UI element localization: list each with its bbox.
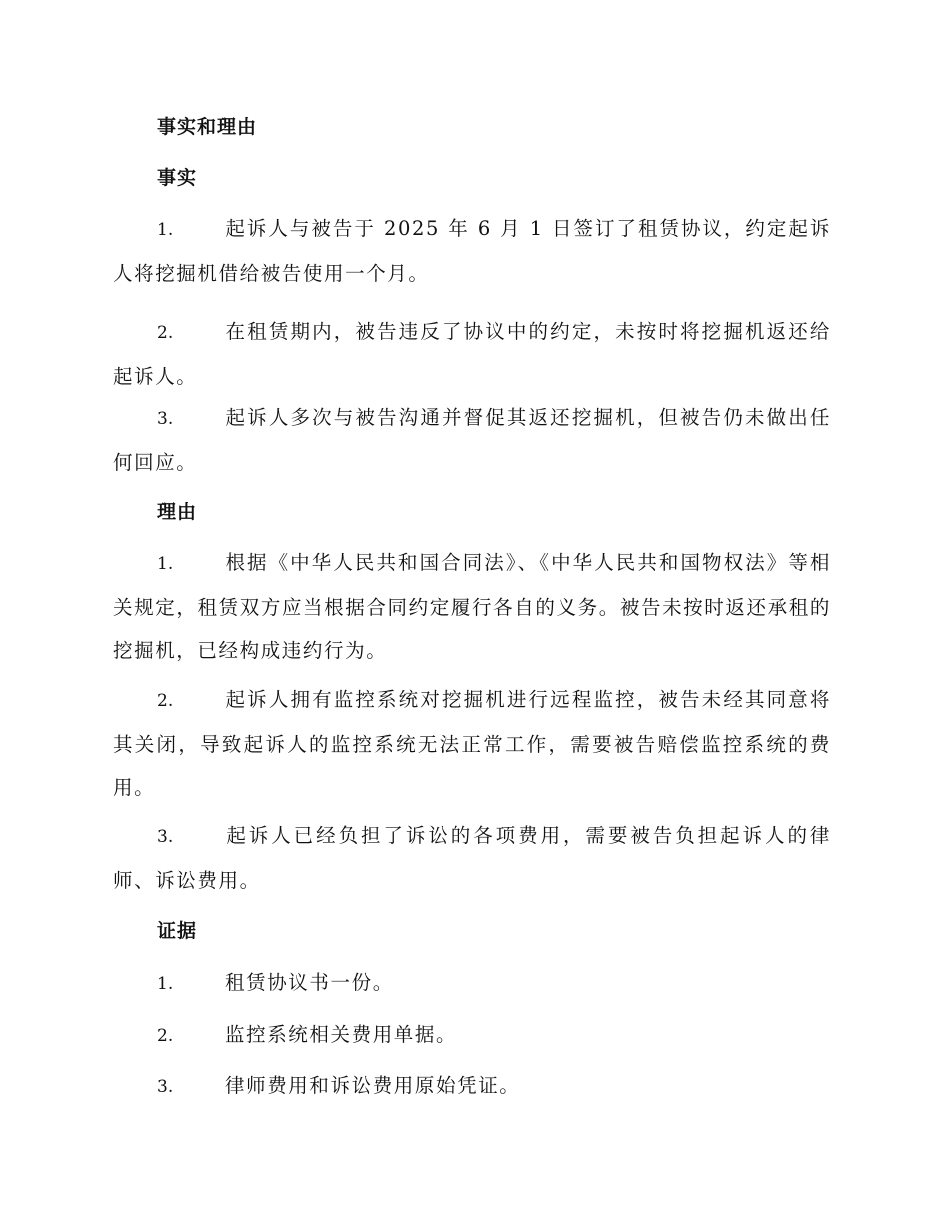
facts-item-1 bbox=[113, 207, 831, 295]
item-text: 起诉人已经负担了诉讼的各项费用，需要被告负担起诉人的律师、诉讼费用。 bbox=[113, 824, 831, 892]
facts-item-2 bbox=[113, 310, 831, 398]
item-text: 在租赁期内，被告违反了协议中的约定，未按时将挖掘机返还给起诉人。 bbox=[113, 320, 831, 388]
evidence-item-2 bbox=[157, 1025, 457, 1045]
evidence-heading: 证据 bbox=[157, 920, 198, 942]
item-number: 1. bbox=[157, 220, 174, 240]
reasons-item-1 bbox=[113, 541, 831, 672]
evidence-item-1 bbox=[157, 973, 394, 993]
facts-item-3 bbox=[113, 396, 831, 484]
reasons-item-3 bbox=[113, 814, 831, 902]
item-text: 律师费用和诉讼费用原始凭证。 bbox=[225, 1074, 521, 1097]
item-text: 监控系统相关费用单据。 bbox=[225, 1023, 458, 1046]
section-title: 事实和理由 bbox=[157, 116, 258, 138]
item-number: 2. bbox=[157, 323, 174, 343]
item-number: 1. bbox=[157, 554, 174, 574]
item-text: 租赁协议书一份。 bbox=[225, 971, 394, 994]
item-number: 2. bbox=[157, 1026, 174, 1046]
item-text: 起诉人多次与被告沟通并督促其返还挖掘机，但被告仍未做出任何回应。 bbox=[113, 406, 831, 474]
facts-heading: 事实 bbox=[157, 167, 198, 189]
item-text: 根据《中华人民共和国合同法》、《中华人民共和国物权法》等相关规定，租赁双方应当根据合同约定履行各自的义务。被告未按时返还承租的挖掘机，已经构成违约行为。 bbox=[113, 551, 831, 662]
item-number: 1. bbox=[157, 974, 174, 994]
item-text: 起诉人拥有监控系统对挖掘机进行远程监控，被告未经其同意将其关闭，导致起诉人的监控系统无法正常工作，需要被告赔偿监控系统的费用。 bbox=[113, 688, 831, 799]
item-number: 2. bbox=[157, 691, 174, 711]
reasons-item-2 bbox=[113, 678, 831, 809]
item-number: 3. bbox=[157, 1077, 174, 1097]
item-text: 起诉人与被告于 2025 年 6 月 1 日签订了租赁协议，约定起诉人将挖掘机借给被告使用一个月。 bbox=[113, 217, 831, 285]
item-number: 3. bbox=[157, 827, 174, 847]
reasons-heading: 理由 bbox=[157, 501, 198, 523]
evidence-item-3 bbox=[157, 1076, 520, 1096]
item-number: 3. bbox=[157, 409, 174, 429]
